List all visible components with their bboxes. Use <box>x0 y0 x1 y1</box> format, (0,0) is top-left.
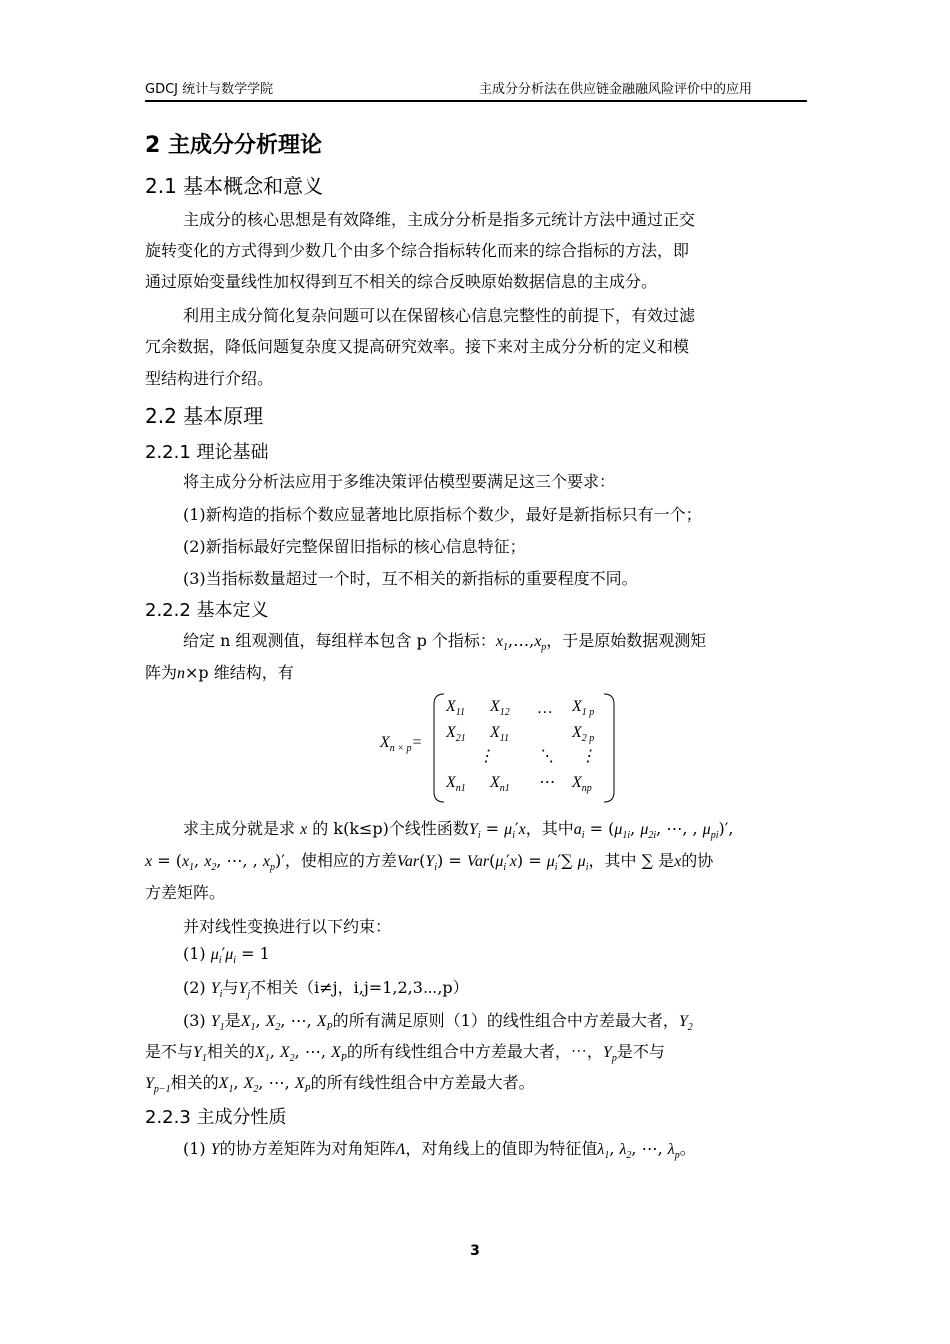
list-item: (1)新构造的指标个数应显著地比原指标个数少，最好是新指标只有一个； <box>183 505 702 524</box>
matrix-cell: $X_{21}$ <box>446 724 466 744</box>
matrix-cell: $X_{n1}$ <box>490 774 510 794</box>
paragraph-line: 通过原始变量线性加权得到互不相关的综合反映原始数据信息的主成分。 <box>145 272 658 291</box>
definition-line-2: 阵为n×p 维结构，有 <box>145 663 294 682</box>
matrix-cell: $X_{11}$ <box>446 698 466 718</box>
definition-line-3: 求主成分就是求 x 的 k(k≤p)个线性函数$Y_i = \mu_i'x$，其中$a_i = (\mu_{1i}$, $\mu_{2i}$, ⋯, , $\mu_{pi})'$, <box>183 819 734 841</box>
header-left: GDCJ 统计与数学学院 <box>145 82 274 97</box>
section-title: 2 主成分分析理论 <box>145 133 322 158</box>
matrix-cell: ⋮ <box>580 748 596 765</box>
matrix-cell: $X_{12}$ <box>490 698 510 718</box>
matrix-cell: $X_{np}$ <box>572 774 592 794</box>
header-right: 主成分分析法在供应链金融融风险评价中的应用 <box>478 82 752 97</box>
matrix-cell: $X_{n1}$ <box>446 774 466 794</box>
paragraph-line: 将主成分分析法应用于多维决策评估模型要满足这三个要求： <box>183 472 616 491</box>
matrix-cell: ⋱ <box>538 748 554 765</box>
matrix-cell: ⋮ <box>478 748 494 765</box>
constraint-2: (2) $Y_i$与$Y_j$不相关（i≠j，i,j=1,2,3⋯,p） <box>183 978 469 1000</box>
matrix-cell: ⋯ <box>538 774 554 791</box>
paragraph-line: 利用主成分简化复杂问题可以在保留核心信息完整性的前提下，有效过滤 <box>183 306 696 325</box>
definition-line-5: 方差矩阵。 <box>145 883 226 902</box>
subsection-2-2-title: 2.2 基本原理 <box>145 404 264 428</box>
subsection-2-1-title: 2.1 基本概念和意义 <box>145 174 324 198</box>
matrix-cell: $X_{11}$ <box>490 724 510 744</box>
matrix-label: $X_{n \times p}=$ <box>380 734 423 754</box>
property-1: (1) Y的协方差矩阵为对角矩阵Λ，对角线上的值即为特征值$\lambda_1$, $\lambda_2$, ⋯, $\lambda_p$。 <box>183 1139 696 1161</box>
constraint-3-line-2: 是不与$Y_1$相关的$X_1$, $X_2$, ⋯, $X_P$的所有线性组合中方差最大者，⋯，$Y_p$是不与 <box>145 1042 665 1064</box>
observation-matrix <box>380 692 620 804</box>
list-item: (2)新指标最好完整保留旧指标的核心信息特征； <box>183 537 526 556</box>
paragraph-line: 旋转变化的方式得到少数几个由多个综合指标转化而来的综合指标的方法，即 <box>145 241 690 260</box>
constraint-intro: 并对线性变换进行以下约束： <box>183 917 392 936</box>
matrix-cell: … <box>538 700 553 717</box>
constraint-3-line-3: $Y_{p-1}$相关的$X_1$, $X_2$, ⋯, $X_P$的所有线性组合中方差最大者。 <box>145 1073 535 1095</box>
matrix-cell: $X_{2 p}$ <box>572 724 595 744</box>
list-item: (3)当指标数量超过一个时，互不相关的新指标的重要程度不同。 <box>183 569 638 588</box>
paragraph-line: 型结构进行介绍。 <box>145 369 274 388</box>
subsection-2-2-2-title: 2.2.2 基本定义 <box>145 600 269 621</box>
paragraph-line: 冗余数据，降低问题复杂度又提高研究效率。接下来对主成分分析的定义和模 <box>145 337 690 356</box>
page-header <box>145 78 807 102</box>
definition-line-4: $x = (x_1$, $x_2$, ⋯, , $x_p)'$，使相应的方差$Var(Y_i) = Var(\mu_i'x) = \mu_i'\sum$ $\mu_i$，其中 ∑ 是x的协 <box>145 851 714 873</box>
constraint-3-line-1: (3) $Y_1$是$X_1$, $X_2$, ⋯, $X_P$的所有满足原则（1）的线性组合中方差最大者，$Y_2$ <box>183 1011 693 1033</box>
subsection-2-2-3-title: 2.2.3 主成分性质 <box>145 1107 287 1128</box>
page-number: 3 <box>470 1243 480 1259</box>
constraint-1: (1) $\mu_i'\mu_i = 1$ <box>183 944 270 966</box>
definition-line-1: 给定 n 组观测值，每组样本包含 p 个指标：$x_1,\dots,x_p$，于是原始数据观测矩 <box>183 631 707 653</box>
paragraph-line: 主成分的核心思想是有效降维，主成分分析是指多元统计方法中通过正交 <box>183 210 696 229</box>
subsection-2-2-1-title: 2.2.1 理论基础 <box>145 442 269 463</box>
matrix-cell: $X_{1 p}$ <box>572 698 595 718</box>
